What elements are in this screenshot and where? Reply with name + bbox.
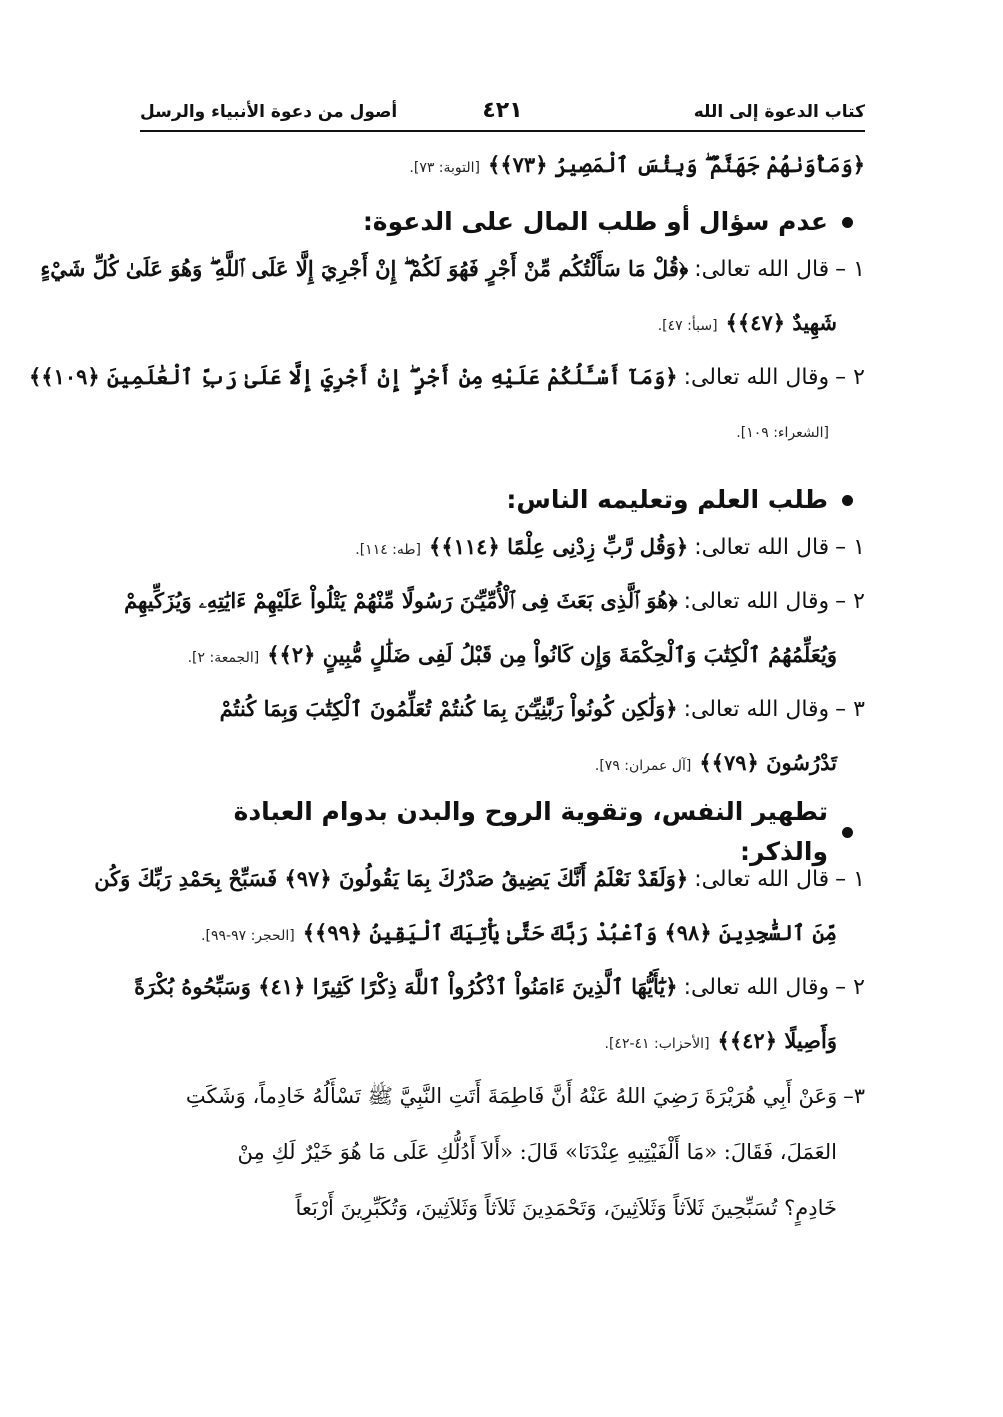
quran-verse-cont: مِّنَ ٱلسَّٰجِدِينَ ﴿٩٨﴾ وَٱعْبُدْ رَبَّكَ حَتَّىٰ يَأْتِيَكَ ٱلْيَقِينُ ﴿٩٩﴾﴾ bbox=[302, 920, 837, 945]
section-title: عدم سؤال أو طلب المال على الدعوة: bbox=[362, 207, 828, 236]
item-line bbox=[140, 296, 865, 350]
item-line bbox=[140, 682, 865, 736]
quran-verse: ﴿وَمَآ أَسْـَٔلُكُمْ عَلَيْهِ مِنْ أَجْرٍ ۖ إِنْ أَجْرِيَ إِلَّا عَلَىٰ رَبِّ ٱلْعَٰلَمِينَ ﴿١٠٩﴾﴾ bbox=[28, 364, 678, 389]
item-intro: قال الله تعالى: bbox=[694, 867, 830, 892]
item-line bbox=[94, 852, 865, 906]
verse-reference: [سبأ: ٤٧]. bbox=[657, 318, 718, 334]
item-number: ٣ – bbox=[835, 697, 865, 722]
hadith-text: العَمَلَ، فَقَالَ: «مَا أَلْفَيْتِيهِ عِنْدَنَا» قَالَ: «أَلاَ أَدُلُّكِ عَلَى مَا هُوَ خَيْرٌ لَكِ مِنْ bbox=[237, 1140, 837, 1164]
item-number: ٢ – bbox=[835, 975, 865, 1000]
hadith-line bbox=[140, 1180, 865, 1236]
item-intro: قال الله تعالى: bbox=[694, 535, 830, 560]
item-intro: قال الله تعالى: bbox=[694, 257, 830, 282]
hadith-line bbox=[140, 1124, 865, 1180]
page-content bbox=[28, 150, 865, 1236]
list-item bbox=[28, 350, 865, 458]
hadith-text: وَعَنْ أَبِي هُرَيْرَةَ رَضِيَ اللهُ عَنْهُ أَنَّ فَاطِمَةَ أَتَتِ النَّبِيَّ ﷺ تَسْأَلُهُ خَادِماً، وَشَكَتِ bbox=[185, 1084, 838, 1108]
quran-verse-cont: وَيُعَلِّمُهُمُ ٱلْكِتَٰبَ وَٱلْحِكْمَةَ وَإِن كَانُواْ مِن قَبْلُ لَفِى ضَلَٰلٍ مُّبِينٍ ﴿٢﴾﴾ bbox=[267, 642, 837, 667]
quran-verse: ﴿وَلَقَدْ نَعْلَمُ أَنَّكَ يَضِيقُ صَدْرُكَ بِمَا يَقُولُونَ ﴿٩٧﴾ فَسَبِّحْ بِحَمْدِ رَبِّكَ وَكُن bbox=[94, 866, 689, 891]
item-intro: وقال الله تعالى: bbox=[683, 975, 830, 1000]
item-intro: وقال الله تعالى: bbox=[683, 365, 830, 390]
verse-reference: [الجمعة: ٢]. bbox=[187, 650, 260, 666]
section-heading bbox=[140, 797, 865, 866]
verse-reference: [الحجر: ٩٧-٩٩]. bbox=[201, 928, 295, 944]
list-item bbox=[124, 574, 865, 682]
verse-reference: [التوبة: ٧٣]. bbox=[409, 160, 481, 176]
item-number: ١ – bbox=[835, 535, 865, 560]
bullet-icon bbox=[842, 495, 853, 506]
item-line bbox=[134, 960, 865, 1014]
list-item bbox=[140, 682, 865, 790]
item-line bbox=[140, 404, 865, 458]
section-title: طلب العلم وتعليمه الناس: bbox=[506, 485, 828, 514]
bullet-icon bbox=[842, 827, 853, 838]
list-item bbox=[134, 960, 865, 1068]
hadith-text: خَادِمٍ؟ تُسَبِّحِينَ ثَلاَثاً وَثَلاَثِينَ، وَتَحْمَدِينَ ثَلاَثاً وَثَلاَثِينَ، وَتُكَبِّرِينَ أَرْبَعاً bbox=[295, 1196, 837, 1220]
list-item bbox=[40, 242, 865, 350]
section-heading bbox=[140, 480, 865, 520]
item-line bbox=[140, 520, 865, 574]
item-number: ٢ – bbox=[835, 365, 865, 390]
quran-verse: ﴿وَلَٰكِن كُونُواْ رَبَّٰنِيِّـۧنَ بِمَا كُنتُمْ تُعَلِّمُونَ ٱلْكِتَٰبَ وَبِمَا كُنتُمْ bbox=[219, 696, 678, 721]
chapter-title: أصول من دعوة الأنبياء والرسل bbox=[140, 102, 398, 122]
item-number: ١ – bbox=[835, 257, 865, 282]
item-number: ١ – bbox=[835, 867, 865, 892]
quran-verse: ﴿يَٰٓأَيُّهَا ٱلَّذِينَ ءَامَنُواْ ٱذْكُرُواْ ٱللَّهَ ذِكْرًا كَثِيرًا ﴿٤١﴾ وَسَبِّحُوهُ بُكْرَةً bbox=[134, 974, 678, 999]
item-line bbox=[140, 736, 865, 790]
item-intro: وقال الله تعالى: bbox=[683, 589, 830, 614]
verse-reference: [طه: ١١٤]. bbox=[355, 542, 422, 558]
section-heading bbox=[140, 202, 865, 242]
verse-reference: [الشعراء: ١٠٩]. bbox=[736, 425, 829, 441]
page-number: ٤٢١ bbox=[482, 98, 523, 123]
list-item bbox=[94, 852, 865, 960]
list-item bbox=[140, 520, 865, 574]
item-line bbox=[140, 906, 865, 960]
book-page bbox=[28, 0, 865, 1417]
verse-reference: [آل عمران: ٧٩]. bbox=[594, 758, 692, 774]
item-line bbox=[140, 628, 865, 682]
item-line bbox=[28, 350, 865, 404]
running-header bbox=[140, 100, 865, 132]
quran-verse: ﴿قُلْ مَا سَأَلْتُكُم مِّنْ أَجْرٍ فَهُوَ لَكُمْ ۖ إِنْ أَجْرِيَ إِلَّا عَلَى ٱللَّهِ ۖ وَهُوَ عَلَىٰ كُلِّ شَيْءٍ bbox=[40, 256, 689, 281]
book-title: كتاب الدعوة إلى الله bbox=[693, 102, 865, 122]
item-line bbox=[140, 1014, 865, 1068]
bullet-icon bbox=[842, 217, 853, 228]
hadith-line bbox=[140, 1068, 865, 1124]
section-title: تطهير النفس، وتقوية الروح والبدن بدوام العبادة والذكر: bbox=[233, 797, 828, 866]
quran-verse-cont: تَدْرُسُونَ ﴿٧٩﴾﴾ bbox=[699, 750, 837, 775]
quran-verse: ﴿وَمَأْوَىٰهُمْ جَهَنَّمُ ۖ وَبِئْسَ ٱلْمَصِيرُ ﴿٧٣﴾﴾ bbox=[488, 152, 865, 177]
hadith-item bbox=[140, 1068, 865, 1236]
item-number: ٢ – bbox=[835, 589, 865, 614]
item-number: ٣– bbox=[843, 1084, 865, 1108]
quran-verse-cont: شَهِيدٌ ﴿٤٧﴾﴾ bbox=[725, 310, 837, 335]
item-line bbox=[124, 574, 865, 628]
quran-verse: ﴿هُوَ ٱلَّذِى بَعَثَ فِى ٱلْأُمِّيِّـۧنَ رَسُولًا مِّنْهُمْ يَتْلُواْ عَلَيْهِمْ ءَايَٰتِهِۦ وَيُزَكِّيهِمْ bbox=[124, 588, 678, 613]
verse-reference: [الأحزاب: ٤١-٤٢]. bbox=[604, 1036, 710, 1052]
item-intro: وقال الله تعالى: bbox=[683, 697, 830, 722]
item-line bbox=[40, 242, 865, 296]
opening-verse-line bbox=[140, 150, 865, 180]
quran-verse-cont: وَأَصِيلًا ﴿٤٢﴾﴾ bbox=[717, 1028, 837, 1053]
quran-verse: ﴿وَقُل رَّبِّ زِدْنِى عِلْمًا ﴿١١٤﴾﴾ bbox=[429, 534, 689, 559]
